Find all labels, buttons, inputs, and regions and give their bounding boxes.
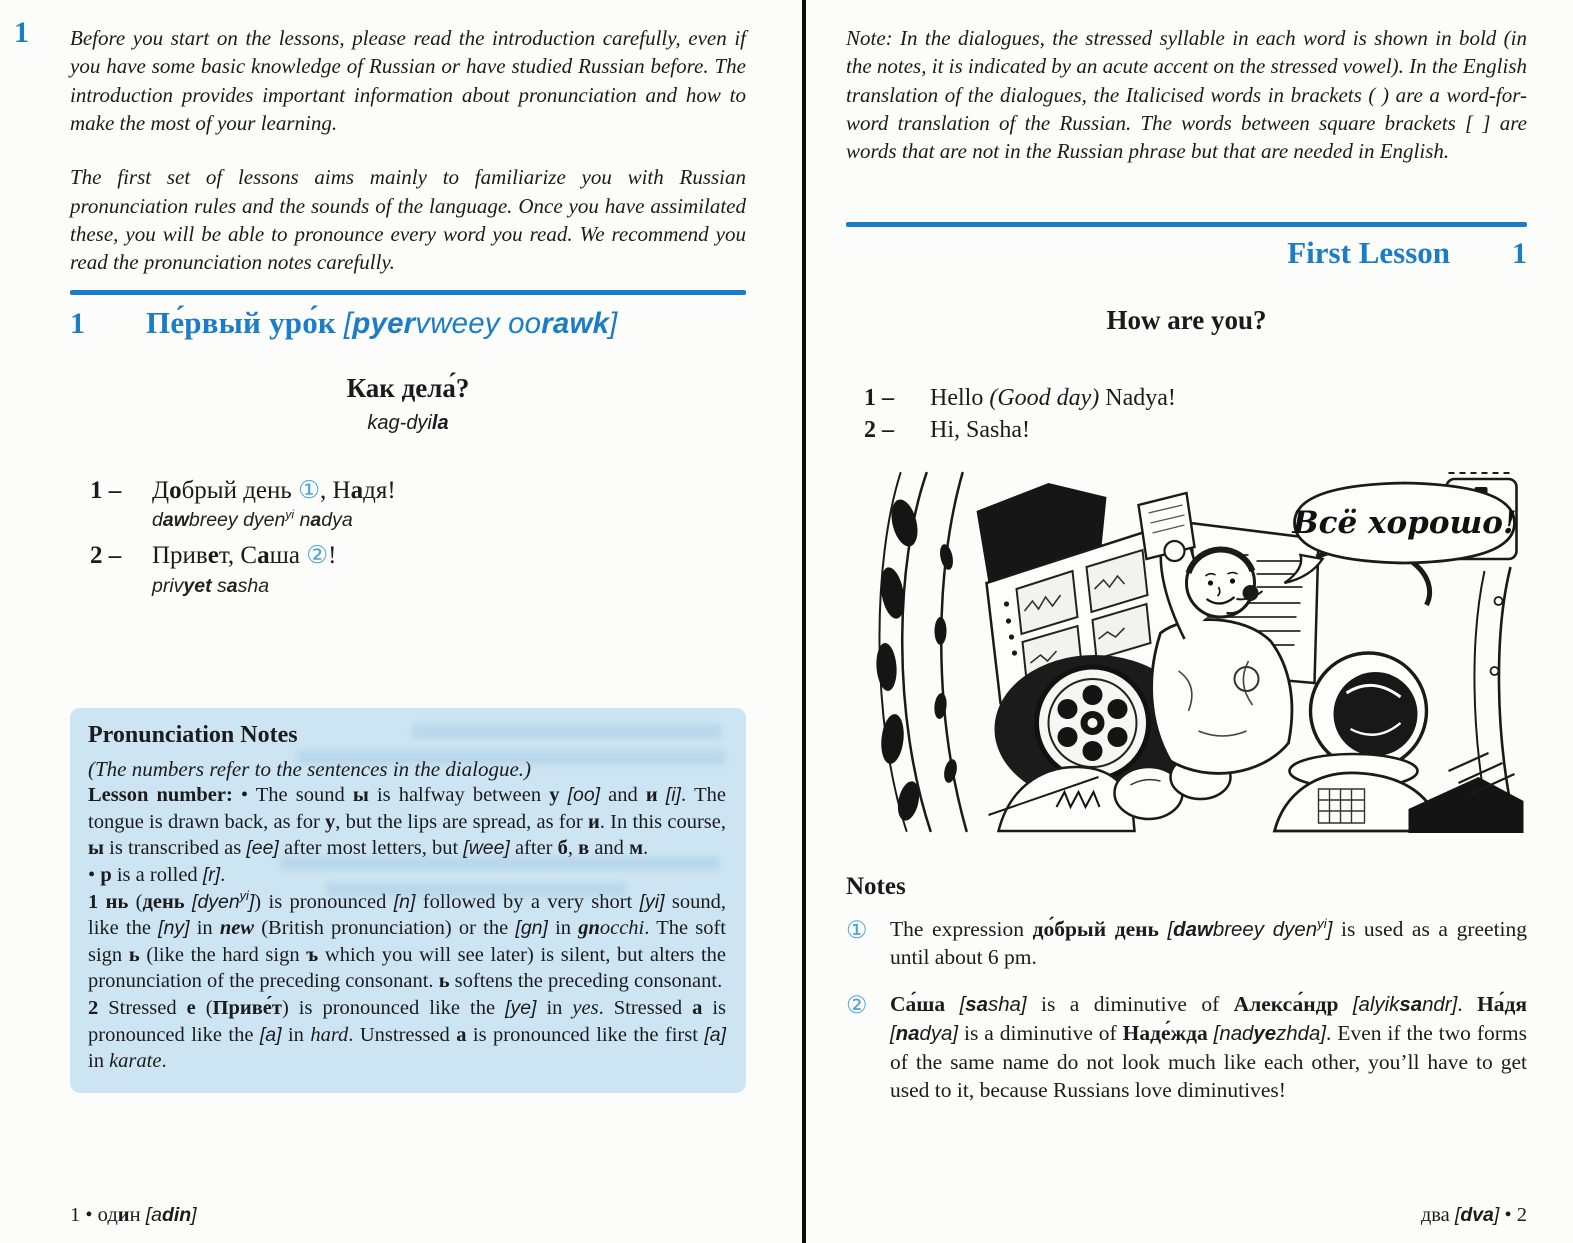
cosmonaut-1-body [1152, 619, 1292, 773]
page-footer-left: 1 • один [adin] [70, 1204, 197, 1226]
note-marker-1: ① [846, 917, 868, 944]
dialogue-line-number: 1 – [864, 384, 894, 411]
translation-note-paragraph: Note: In the dialogues, the stressed syllable in each word is shown in bold (in the notes, it is indicated by an acute accent on the stressed vowel). In the English translation of the dialogues, the Italicised words in brackets ( ) are a word-for-word translation of the Russian. The words between square brackets [ ] are words that are not in the Russian phrase but that are needed in English. [846, 26, 1527, 164]
dialogue-line-en [864, 414, 1527, 446]
note-text: The expression до́брый день [dawbreey dyen$^{yi}$] is used as a greeting until about 6 pm. [890, 915, 1528, 970]
pronunciation-notes-title: Pronunciation Notes [88, 722, 298, 748]
note-text: Са́ша [sasha] is a diminutive of Алекса́ндр [alyiksandr]. На́дя [nadya] is a diminutive of Наде́жда [nadyezhda]. Even if the two forms of the same name do not look much like each other, you’ll have to get used to it, because Russians love diminutives! [890, 991, 1528, 1103]
lesson-number: 1 [70, 306, 85, 340]
lesson-illustration [846, 471, 1526, 833]
pronunciation-note-paragraph: Lesson number: • The sound ы is halfway between у [oo] and и [i]. The tongue is drawn back, as for у, but the lips are spread, as for и. In this course, ы is transcribed as [ee] after most letters, but [wee] after б, в and м. [88, 784, 727, 860]
dialogue-text-ru: Привет, Саша ②! [152, 542, 337, 570]
pronunciation-note-paragraph: 2 Stressed е (Приве́т) is pronounced like the [ye] in yes. Stressed а is pronounced like the [a] in hard. Unstressed а is pronounced like the first [a] in karate. [88, 997, 727, 1073]
notes-title: Notes [846, 872, 906, 900]
dialogue-title-transcription: kag-dyila [367, 411, 449, 434]
dialogue-text-en: Hello (Good day) Nadya! [930, 384, 1176, 411]
lesson-heading-en [846, 235, 1527, 271]
porthole-icons [875, 496, 959, 822]
dialogue-title-en: How are you? [1106, 304, 1267, 335]
lesson-title-ru: Пе́рвый уро́к [pyervweey oorawk] [146, 304, 618, 340]
note-item [846, 915, 1527, 972]
dialogue-transcription: dawbreey dyen$^{yi}$ nadya [152, 507, 353, 532]
lesson-heading [70, 305, 746, 341]
dialogue-line-number: 2 – [90, 542, 122, 570]
dialogue-line-number: 1 – [90, 476, 122, 504]
dialogue-text-en: Hi, Sasha! [930, 417, 1030, 444]
pronunciation-notes-box [70, 708, 746, 1093]
dialogue-block-ru [90, 475, 746, 598]
intro-paragraph-1: Before you start on the lessons, please read the introduction carefully, even if you have some basic knowledge of Russian or have studied Russian before. The introduction provides important information about pronunciation and how to make the most of your learning. [70, 26, 746, 136]
lesson-title-en: First Lesson [1287, 234, 1450, 270]
dialogue-line [90, 475, 746, 507]
corner-page-marker: 1 [14, 16, 29, 49]
intro-paragraph-2: The first set of lessons aims mainly to familiarize you with Russian pronunciation rules and the sounds of the language. Once you have assimilated these, you will be able to pronounce every word you read. We recommend you read the pronunciation notes carefully. [70, 165, 746, 275]
speech-bubble-text: Всё хорошо! [1292, 504, 1517, 541]
lesson-number-en: 1 [1512, 236, 1527, 270]
note-marker-2: ② [846, 992, 868, 1019]
section-rule [70, 290, 746, 295]
dialogue-line-number: 2 – [864, 417, 894, 444]
dialogue-title-ru: Как дела́? [346, 372, 470, 403]
pronunciation-note-paragraph: • р is a rolled [r]. [88, 863, 226, 886]
pronunciation-notes-subtitle: (The numbers refer to the sentences in the dialogue.) [88, 757, 532, 781]
dialogue-block-en [864, 382, 1527, 447]
pronunciation-note-paragraph: 1 нь (день [dyen$^{yi}$]) is pronounced [n] followed by a very short [yi] sound, like the [ny] in new (British pronunciation) or the [gn] in gnocchi. The soft sign ь (like the hard sign ъ which you will see later) is silent, but alters the pronunciation of the preceding consonant. ь softens the preceding consonant. [88, 887, 727, 993]
illustration-wrap [846, 471, 1527, 833]
dialogue-line-en [864, 382, 1527, 414]
dialogue-transcription: privyet sasha [152, 575, 270, 597]
page-right [806, 0, 1573, 1243]
section-rule [846, 222, 1527, 227]
dialogue-text-ru: Добрый день ①, Надя! [152, 476, 396, 504]
note-item [846, 990, 1527, 1105]
page-footer-right: два [dva] • 2 [1420, 1204, 1527, 1226]
dialogue-line [90, 540, 746, 572]
